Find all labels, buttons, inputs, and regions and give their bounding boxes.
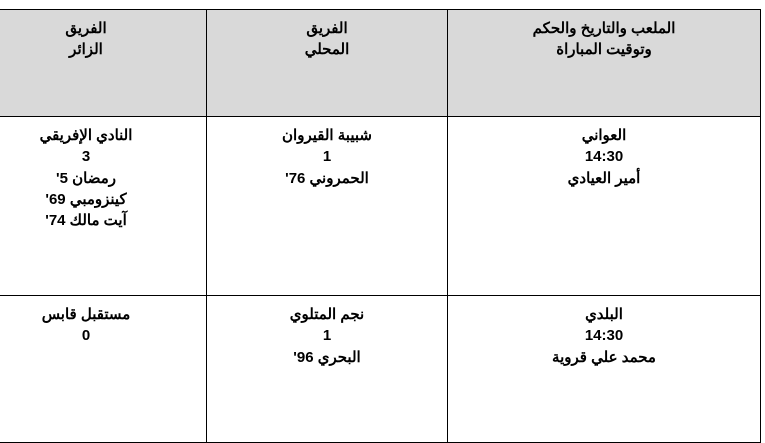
match-results-table (0, 9, 761, 443)
cell-venue (448, 296, 761, 443)
table-header (0, 10, 761, 117)
away-team-scorer-3: آيت مالك 74' (45, 212, 127, 230)
table-body (0, 117, 761, 443)
away-team-score: 3 (81, 148, 91, 166)
venue-name: العواني (581, 127, 627, 144)
column-header-venue-line2: وتوقيت المباراة (556, 41, 652, 59)
away-team-score: 0 (81, 327, 91, 345)
away-team-scorer-1: رمضان 5' (56, 169, 116, 187)
cell-venue (448, 117, 761, 296)
table-row (0, 117, 761, 296)
home-team-score: 1 (322, 327, 332, 345)
cell-home-team (207, 296, 448, 443)
home-team-name: نجم المتلوي (289, 306, 365, 323)
column-header-away-line2: الزائر (69, 41, 103, 59)
table-row (0, 296, 761, 443)
venue-time: 14:30 (584, 148, 624, 166)
home-team-scorer-1: البحري 96' (293, 348, 361, 366)
away-team-name: النادي الإفريقي (39, 127, 133, 144)
document-page (0, 9, 765, 436)
column-header-home-line1: الفريق (306, 20, 348, 37)
venue-referee: أمير العيادي (567, 169, 641, 187)
cell-away-team (0, 296, 207, 443)
home-team-name: شبيبة القيروان (282, 127, 372, 144)
column-header-venue-line1: الملعب والتاريخ والحكم (532, 20, 676, 37)
column-header-away-team (0, 10, 207, 117)
column-header-venue (448, 10, 761, 117)
cell-away-team (0, 117, 207, 296)
away-team-scorer-2: كينزومبي 69' (45, 190, 127, 208)
venue-name: البلدي (585, 306, 623, 323)
column-header-home-team (207, 10, 448, 117)
home-team-score: 1 (322, 148, 332, 166)
venue-time: 14:30 (584, 327, 624, 345)
table-header-row (0, 10, 761, 117)
home-team-scorer-1: الحمروني 76' (285, 169, 369, 187)
venue-referee: محمد علي قروية (552, 348, 656, 366)
cell-home-team (207, 117, 448, 296)
column-header-away-line1: الفريق (65, 20, 107, 37)
column-header-home-line2: المحلي (304, 41, 350, 59)
away-team-name: مستقبل قابس (41, 306, 131, 323)
